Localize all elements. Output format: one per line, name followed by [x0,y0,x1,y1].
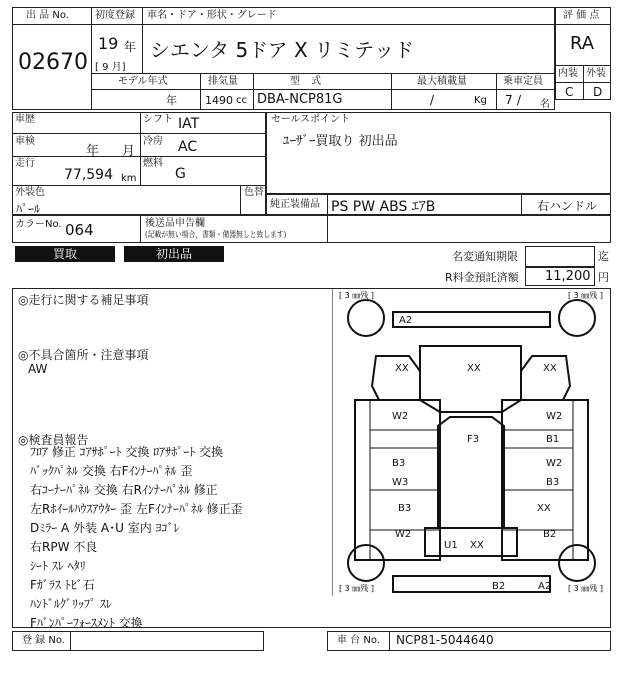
inspector-line: ﾌﾛｱ 修正 ｺｱｻﾎﾟｰﾄ 交換 ﾛｱｻﾎﾟｰﾄ 交換 [30,445,224,459]
capacity-separator: / [517,93,522,107]
rear-bumper-outline [393,576,550,592]
fuel-label: 燃料 [143,158,163,169]
model-year-unit: 年 [166,94,177,107]
docs-label: 後送品申告欄 [145,218,205,229]
mark-left-front-door-bottom: W3 [392,477,409,488]
max-load-separator: / [430,93,435,107]
recycle-label: R料金預託済額 [445,271,519,284]
mark-left-rear-door-top: B3 [398,503,412,514]
interior-grade: C [565,85,574,99]
score-label: 評 価 点 [563,10,600,21]
inspection-month-unit: 月 [122,144,136,159]
recycle-unit: 円 [598,271,609,284]
ac-value: AC [178,139,198,155]
capacity-label: 乗車定員 [503,76,543,87]
mark-right-rear-door-top: XX [537,503,551,514]
model-code: DBA-NCP81G [257,92,343,107]
model-year-label: モデル年式 [118,76,168,87]
tag-first-listing: 初出品 [124,246,224,262]
lot-number: 02670 [18,50,88,75]
front-bumper-outline [393,312,550,327]
capacity: 7 [505,93,513,107]
inspector-line: Fﾊﾞﾝﾊﾟｰﾌｫｰｽﾒﾝﾄ 交換 [30,616,143,630]
score: RA [570,33,595,54]
mark-hood-left: XX [395,363,409,374]
car-damage-diagram [332,288,611,596]
shift-value: IAT [178,116,200,132]
steering-value: 右ハンドル [537,199,598,213]
equipment-label: 純正装備品 [270,199,320,210]
mark-right-front-fender-top: W2 [546,411,563,422]
displacement-label: 排気量 [208,76,238,87]
exterior-grade: D [593,85,603,99]
mark-left-rear-door-bottom: W2 [395,529,412,540]
chassis-value: NCP81-5044640 [396,633,494,647]
displacement: 1490 [205,94,233,107]
car-name-label: 車名・ドア・形状・グレード [147,10,277,21]
tire-tread-bottom-left: [ 3 ㎜残 ] [339,584,374,593]
lot-label: 出 品 No. [26,10,69,21]
color-no-box [12,215,611,243]
inspector-line: 右ｺｰﾅｰﾊﾟﾈﾙ 交換 右Rｲﾝﾅｰﾊﾟﾈﾙ 修正 [30,483,218,497]
shift-label: シフト [143,114,173,125]
inspector-line: Fｶﾞﾗｽ ﾄﾋﾞ石 [30,578,95,592]
mark-left-front-door-top: B3 [392,458,406,469]
mileage-unit: km [121,173,137,184]
type-label: 型 式 [290,76,326,87]
sales-point-label: セールスポイント [271,114,351,125]
mileage-label: 走行 [15,158,35,169]
first-reg-month: [ 9 月] [95,62,126,73]
mark-rear-bumper-center: B2 [492,581,506,592]
ac-label: 冷房 [143,136,163,147]
inspection-year-unit: 年 [86,144,100,159]
mark-back-door-right: XX [470,540,484,551]
inspector-line: ﾊﾞｯｸﾊﾟﾈﾙ 交換 右Fｲﾝﾅｰﾊﾟﾈﾙ 歪 [30,464,193,478]
recycle-value: 11,200 [545,269,591,284]
defects-text: AW [28,362,48,376]
docs-note: (記載が無い場合，書類・備器無しと致します) [145,230,287,239]
mileage-value: 77,594 [64,167,113,183]
inspector-line: ﾊﾝﾄﾞﾙｸﾞﾘｯﾌﾟ ｽﾚ [30,597,112,611]
driving-notes-heading: ◎走行に関する補足事項 [18,293,149,307]
mark-front-bumper: A2 [399,315,413,326]
inspector-line: 左Rﾎｲｰﾙﾊｳｽｱｳﾀｰ 歪 左Fｲﾝﾅｰﾊﾟﾈﾙ 修正歪 [30,502,243,516]
mark-right-front-door-bottom: B3 [546,477,560,488]
mark-right-front-door-top: W2 [546,458,563,469]
max-load-unit: Kg [474,95,487,106]
mark-hood-center: XX [467,363,481,374]
spec-box [12,112,266,215]
interior-label: 内装 [558,68,578,79]
inspector-line: Dﾐﾗｰ A 外装 A･U 室内 ﾖｺﾞﾚ [30,521,180,535]
hood-outline [420,346,521,412]
first-reg-year-unit: 年 [124,40,137,54]
tire-tread-top-right: [ 3 ㎜残 ] [568,291,603,300]
color-value: ﾊﾟｰﾙ [16,202,41,216]
color-no-value: 064 [65,221,94,239]
fuel-value: G [175,166,186,182]
name-change-box [525,246,595,267]
name-change-label: 名変通知期限 [452,250,518,263]
exterior-label: 外装 [586,68,606,79]
first-reg-label: 初度登録 [95,10,135,21]
equipment-value: PS PW ABS ｴｱB [331,199,436,215]
mark-right-rear-door-bottom: B2 [543,529,557,540]
mark-right-front-fender-bottom: B1 [546,434,560,445]
tire-front-left [348,300,384,336]
inspection-label: 車検 [15,136,35,147]
tire-rear-left [348,545,384,581]
mark-roof: F3 [467,434,480,445]
mark-rear-bumper-right: A2 [538,581,552,592]
registration-label: 登 録 No. [22,635,65,646]
color-change-label: 色替 [244,187,264,198]
tire-tread-top-left: [ 3 ㎜残 ] [339,291,374,300]
capacity-unit: 名 [540,99,550,110]
color-label: 外装色 [15,187,45,198]
defects-heading: ◎不具合箇所・注意事項 [18,348,149,362]
chassis-label: 車 台 No. [337,635,380,646]
tire-rear-right [559,545,595,581]
tag-buyback: 買取 [15,246,115,262]
inspector-heading: ◎検査員報告 [18,433,89,447]
sales-point-text: ﾕｰｻﾞｰ買取り 初出品 [283,134,398,149]
inspector-line: ｼｰﾄ ｽﾚ ﾍﾀﾘ [30,559,86,573]
mark-left-front-fender: W2 [392,411,409,422]
displacement-unit: cc [236,95,247,106]
mark-back-door-left: U1 [444,540,458,551]
name-change-unit: 迄 [598,250,609,263]
first-reg-year: 19 [98,34,119,53]
history-label: 車歴 [15,114,35,125]
car-name: シエンタ 5ドア X リミテッド [150,38,415,62]
mark-hood-right: XX [543,363,557,374]
tire-tread-bottom-right: [ 3 ㎜残 ] [568,584,603,593]
max-load-label: 最大積載量 [417,76,467,87]
color-no-label: カラーNo. [15,219,62,230]
inspector-line: 右RPW 不良 [30,540,98,554]
tire-front-right [559,300,595,336]
